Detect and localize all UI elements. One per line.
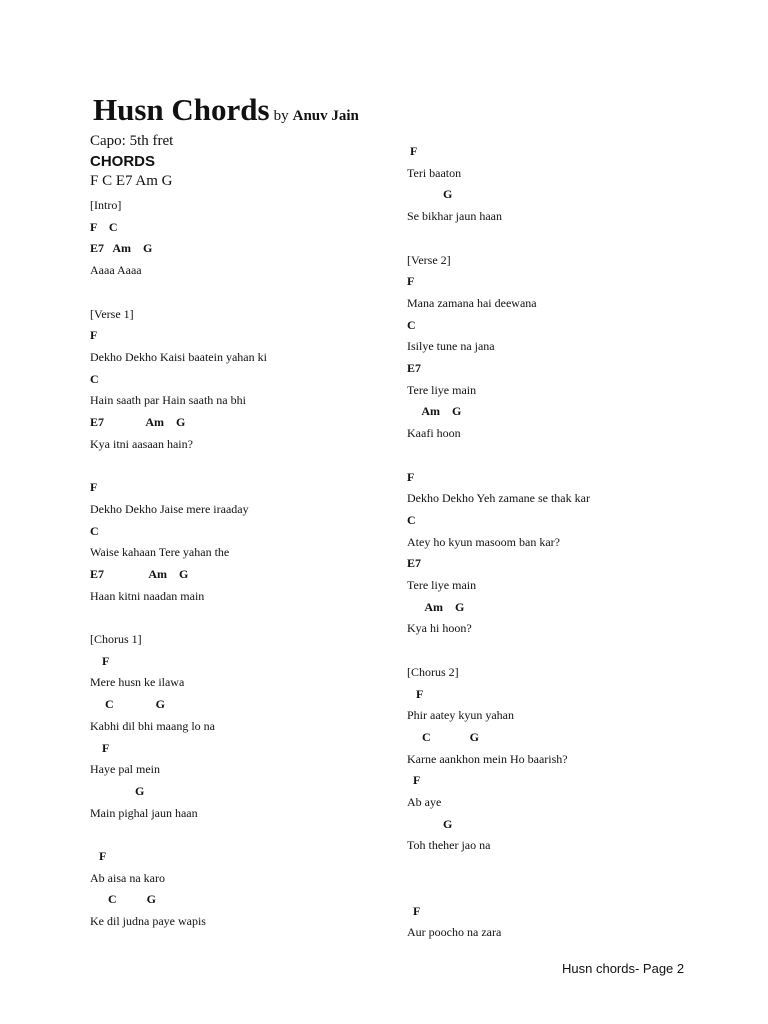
chord-line: F [90,328,98,343]
chords-list: F C E7 Am G [90,173,173,189]
song-title [93,92,359,128]
lyric-line: Dekho Dekho Yeh zamane se thak kar [407,491,590,506]
lyric-line: Teri baaton [407,165,462,180]
lyric-line: Aaaa Aaaa [90,263,142,278]
chord-line: G [407,187,453,202]
chord-line: Am G [407,404,462,419]
chord-line: G [90,783,145,798]
chord-line: F [90,849,107,863]
chords-heading: CHORDS [90,153,156,170]
lyric-line: Tere liye main [407,382,477,397]
lyric-line: Haan kitni naadan main [90,588,205,603]
lyric-line: Ab aye [407,795,442,809]
lyric-line: Dekho Dekho Jaise mere iraaday [90,501,249,516]
chord-line: E7 [407,556,422,571]
lyric-line: Karne aankhon mein Ho baarish? [407,751,568,766]
chord-line: E7 Am G [90,241,153,256]
by-label: by [273,108,289,124]
lyric-line: Kya hi hoon? [407,621,472,636]
lyric-line: Ab aisa na karo [90,870,165,885]
section-label: [Chorus 2] [407,664,459,679]
chord-line: C [90,523,99,538]
chord-line: C [407,512,416,527]
lyric-line: Kabhi dil bhi maang lo na [90,718,215,733]
lyric-line: Dekho Dekho Kaisi baatein yahan ki [90,349,267,364]
capo-info: Capo: 5th fret [90,133,174,149]
chord-line: F [90,740,110,755]
chord-line: F [407,144,418,158]
lyric-line: Main pighal jaun haan [90,805,198,820]
chord-line: Am G [407,599,465,614]
chord-line: F [407,903,421,918]
lyric-line: Isilye tune na jana [407,339,495,354]
chord-line: E7 Am G [90,566,189,581]
lyric-line: Hain saath par Hain saath na bhi [90,393,246,408]
chord-line: F [90,480,98,495]
chord-line: F [407,773,421,788]
lyric-line: Toh theher jao na [407,838,491,853]
chord-line: F C [90,219,118,234]
section-label: [Chorus 1] [90,632,142,646]
chord-line: C G [407,729,479,744]
chord-line: C [90,371,99,386]
chord-line: C [407,317,416,332]
chord-line: F [407,274,415,289]
lyric-line: Atey ho kyun masoom ban kar? [407,534,560,549]
lyric-line: Mere husn ke ilawa [90,675,185,690]
chord-line: F [407,469,415,484]
song-title-text: Husn Chords [93,92,270,127]
chord-line: E7 Am G [90,415,186,429]
chord-line: F [90,653,110,668]
lyric-line: Haye pal mein [90,762,160,777]
lyric-line: Tere liye main [407,578,477,592]
chord-line: C G [90,697,165,712]
chord-line: G [407,816,453,831]
lyric-line: Kya itni aasaan hain? [90,436,193,451]
lyric-line: Aur poocho na zara [407,925,502,940]
section-label: [Verse 1] [90,306,134,321]
chord-line: C G [90,892,156,907]
artist-name: Anuv Jain [292,108,359,124]
lyric-line: Mana zamana hai deewana [407,295,537,310]
chord-line: F [407,686,424,701]
lyric-line: Kaafi hoon [407,426,461,441]
lyric-line: Waise kahaan Tere yahan the [90,545,230,560]
chord-line: E7 [407,361,422,375]
lyric-line: Ke dil judna paye wapis [90,914,206,929]
section-label: [Intro] [90,198,122,212]
lyric-line: Se bikhar jaun haan [407,209,502,224]
page-footer: Husn chords- Page 2 [562,961,685,976]
section-label: [Verse 2] [407,252,451,267]
lyric-line: Phir aatey kyun yahan [407,708,514,723]
